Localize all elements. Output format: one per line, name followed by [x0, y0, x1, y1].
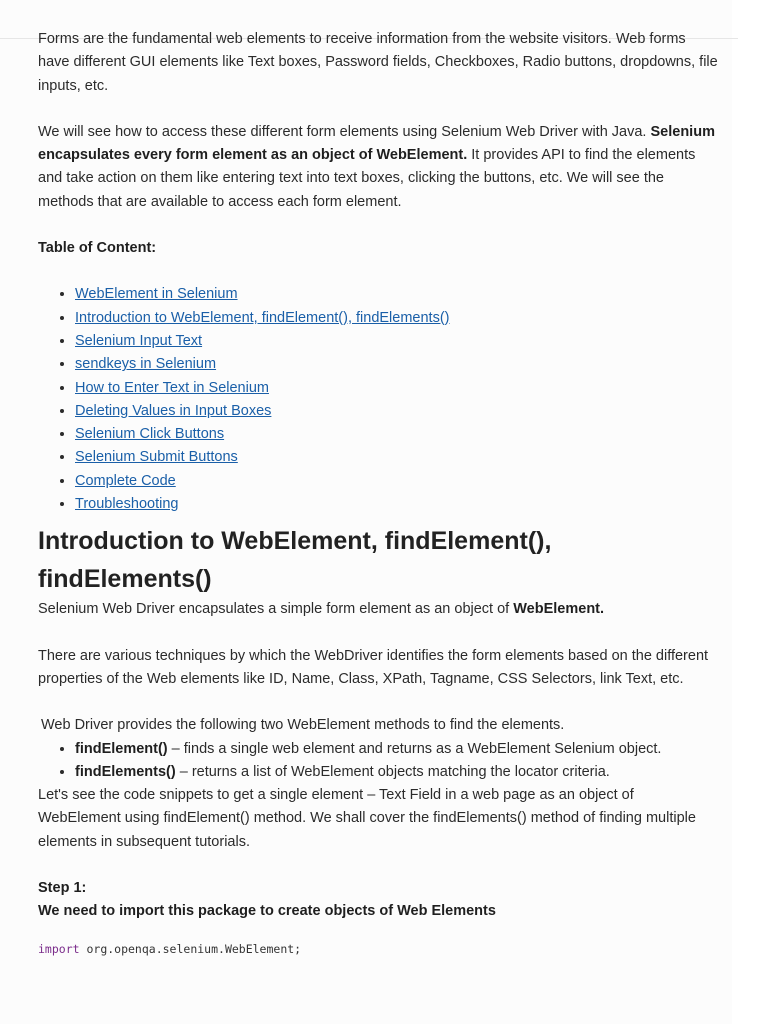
toc-item [75, 470, 718, 493]
toc-item [75, 423, 718, 446]
code-text: org.openqa.selenium.WebElement; [79, 941, 302, 956]
section-heading: Introduction to WebElement, findElement(), findElements() [38, 527, 552, 594]
method-description: – returns a list of WebElement objects matching the locator criteria. [175, 763, 610, 780]
toc-link-deleting-values[interactable]: Deleting Values in Input Boxes [75, 402, 272, 419]
code-snippet [38, 938, 718, 961]
toc-item [75, 400, 718, 423]
section-paragraph-1-text: Selenium Web Driver encapsulates a simple form element as an object of [38, 601, 514, 618]
toc-item [75, 353, 718, 376]
section-paragraph-4: Let's see the code snippets to get a single element – Text Field in a web page as an object of WebElement using findElement() method. We shall cover the findElements() method of finding multiple elements in subsequent tutorials. [38, 787, 696, 850]
toc-title: Table of Content: [38, 240, 157, 257]
toc-link-input-text[interactable]: Selenium Input Text [75, 332, 203, 349]
code-keyword: import [38, 941, 80, 956]
method-name: findElements() [75, 763, 176, 780]
section-paragraph-1 [38, 598, 718, 621]
toc-item [75, 307, 718, 330]
step-label: Step 1: [38, 880, 87, 897]
intro-paragraph-2-text-b: It provides API to find the elements and take action on them like entering text into text boxes, clicking the buttons, etc. We will see the methods that are available to access each form element. [38, 147, 696, 210]
section-paragraph-1-bold: WebElement. [513, 601, 605, 618]
section-paragraph-3: Web Driver provides the following two WebElement methods to find the elements. [41, 717, 565, 734]
toc-link-webelement[interactable]: WebElement in Selenium [75, 286, 238, 303]
toc-list [38, 283, 718, 516]
intro-paragraph-2 [38, 121, 718, 214]
toc-item [75, 377, 718, 400]
toc-link-introduction[interactable]: Introduction to WebElement, findElement(), findElements() [75, 309, 450, 326]
toc-item [75, 446, 718, 469]
method-description: – finds a single web element and returns as a WebElement Selenium object. [167, 740, 662, 757]
toc-link-click-buttons[interactable]: Selenium Click Buttons [75, 426, 225, 443]
toc-item [75, 493, 718, 516]
toc-link-enter-text[interactable]: How to Enter Text in Selenium [75, 379, 269, 396]
toc-link-submit-buttons[interactable]: Selenium Submit Buttons [75, 449, 238, 466]
toc-link-troubleshooting[interactable]: Troubleshooting [75, 496, 179, 513]
section-paragraph-2: There are various techniques by which the WebDriver identifies the form elements based on the different properties of the Web elements like ID, Name, Class, XPath, Tagname, CSS Selectors, link Text, etc. [38, 647, 709, 687]
toc-link-sendkeys[interactable]: sendkeys in Selenium [75, 356, 217, 373]
intro-paragraph-1: Forms are the fundamental web elements to receive information from the website visitors. Web forms have different GUI elements like Text boxes, Password fields, Checkboxes, Radio buttons, dropdowns, file inputs, etc. [38, 31, 718, 94]
list-item [75, 738, 718, 761]
toc-item [75, 330, 718, 353]
method-name: findElement() [75, 740, 168, 757]
intro-paragraph-2-bold: Selenium encapsulates every form element as an object of WebElement. [38, 123, 715, 164]
step-block [38, 877, 718, 924]
methods-list [38, 738, 718, 785]
list-item [75, 761, 718, 784]
intro-paragraph-2-text-a: We will see how to access these different form elements using Selenium Web Driver with Java. [38, 123, 651, 140]
step-description: We need to import this package to create objects of Web Elements [38, 903, 496, 920]
toc-item [75, 283, 718, 306]
article-content [38, 28, 718, 961]
toc-link-complete-code[interactable]: Complete Code [75, 472, 176, 489]
